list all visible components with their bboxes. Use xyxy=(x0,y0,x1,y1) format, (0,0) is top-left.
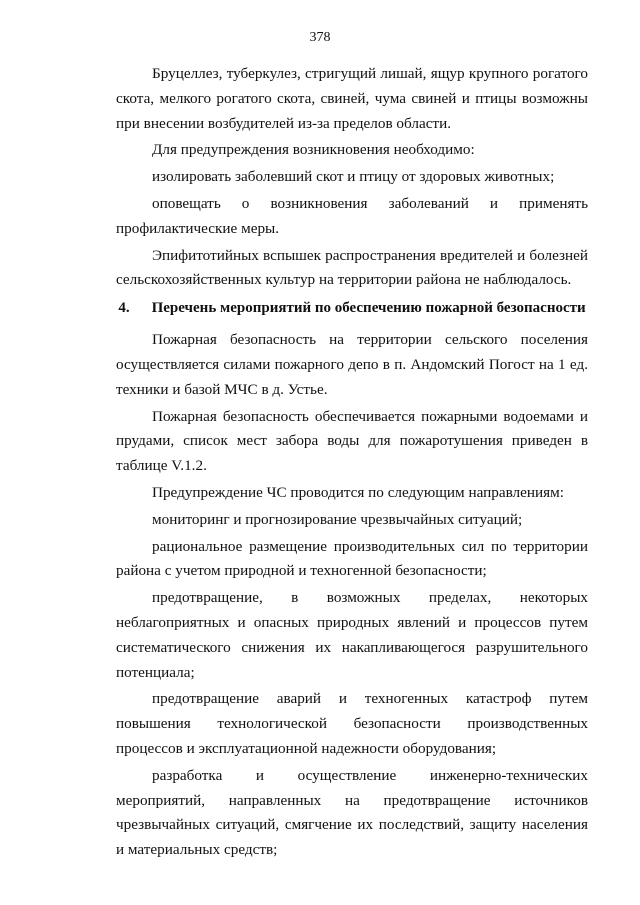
list-item-natural-hazards: предотвращение, в возможных пределах, некоторых неблагоприятных и опасных природных явлений и процессов путем систематического снижения их накапливающегося разрушительного потенциала; xyxy=(116,589,588,681)
section-title: Перечень мероприятий по обеспечению пожарной безопасности xyxy=(151,300,586,317)
list-item-engineering-measures: разработка и осуществление инженерно-технических мероприятий, направленных на предотвращение источников чрезвычайных ситуаций, смягчение их последствий, защиту населения и материальных средств; xyxy=(116,766,588,859)
paragraph-prevention-intro: Для предупреждения возникновения необходимо: xyxy=(152,141,475,159)
list-item-rational-placement: рациональное размещение производительных сил по территории района с учетом природной и техногенной безопасности; xyxy=(116,537,588,580)
paragraph-isolate: изолировать заболевший скот и птицу от здоровых животных; xyxy=(152,168,555,186)
paragraph-epiphytotic: Эпифитотийных вспышек распространения вредителей и болезней сельскохозяйственных культур на территории района не наблюдалось. xyxy=(116,246,588,289)
section-heading xyxy=(116,299,588,318)
page-body xyxy=(116,62,588,865)
paragraph-fire-safety-forces: Пожарная безопасность на территории сельского поселения осуществляется силами пожарного депо в п. Андомский Погост на 1 ед. техники и базой МЧС в д. Устье. xyxy=(116,331,588,398)
paragraph-diseases: Бруцеллез, туберкулез, стригущий лишай, ящур крупного рогатого скота, мелкого рогатого скота, свиней, чума свиней и птицы возможны при внесении возбудителей из-за пределов области. xyxy=(116,65,588,132)
list-item-monitoring: мониторинг и прогнозирование чрезвычайных ситуаций; xyxy=(152,510,523,528)
paragraph-notify: оповещать о возникновения заболеваний и применять профилактические меры. xyxy=(116,194,588,237)
paragraph-emergency-directions: Предупреждение ЧС проводится по следующим направлениям: xyxy=(152,483,564,501)
list-item-accident-prevention: предотвращение аварий и техногенных катастроф путем повышения технологической безопасности производственных процессов и эксплуатационной надежности оборудования; xyxy=(116,690,588,757)
paragraph-fire-water-sources: Пожарная безопасность обеспечивается пожарными водоемами и прудами, список мест забора воды для пожаротушения приведен в таблице V.1.2. xyxy=(116,407,588,475)
section-number: 4. xyxy=(118,300,130,317)
page-number: 378 xyxy=(309,30,331,45)
